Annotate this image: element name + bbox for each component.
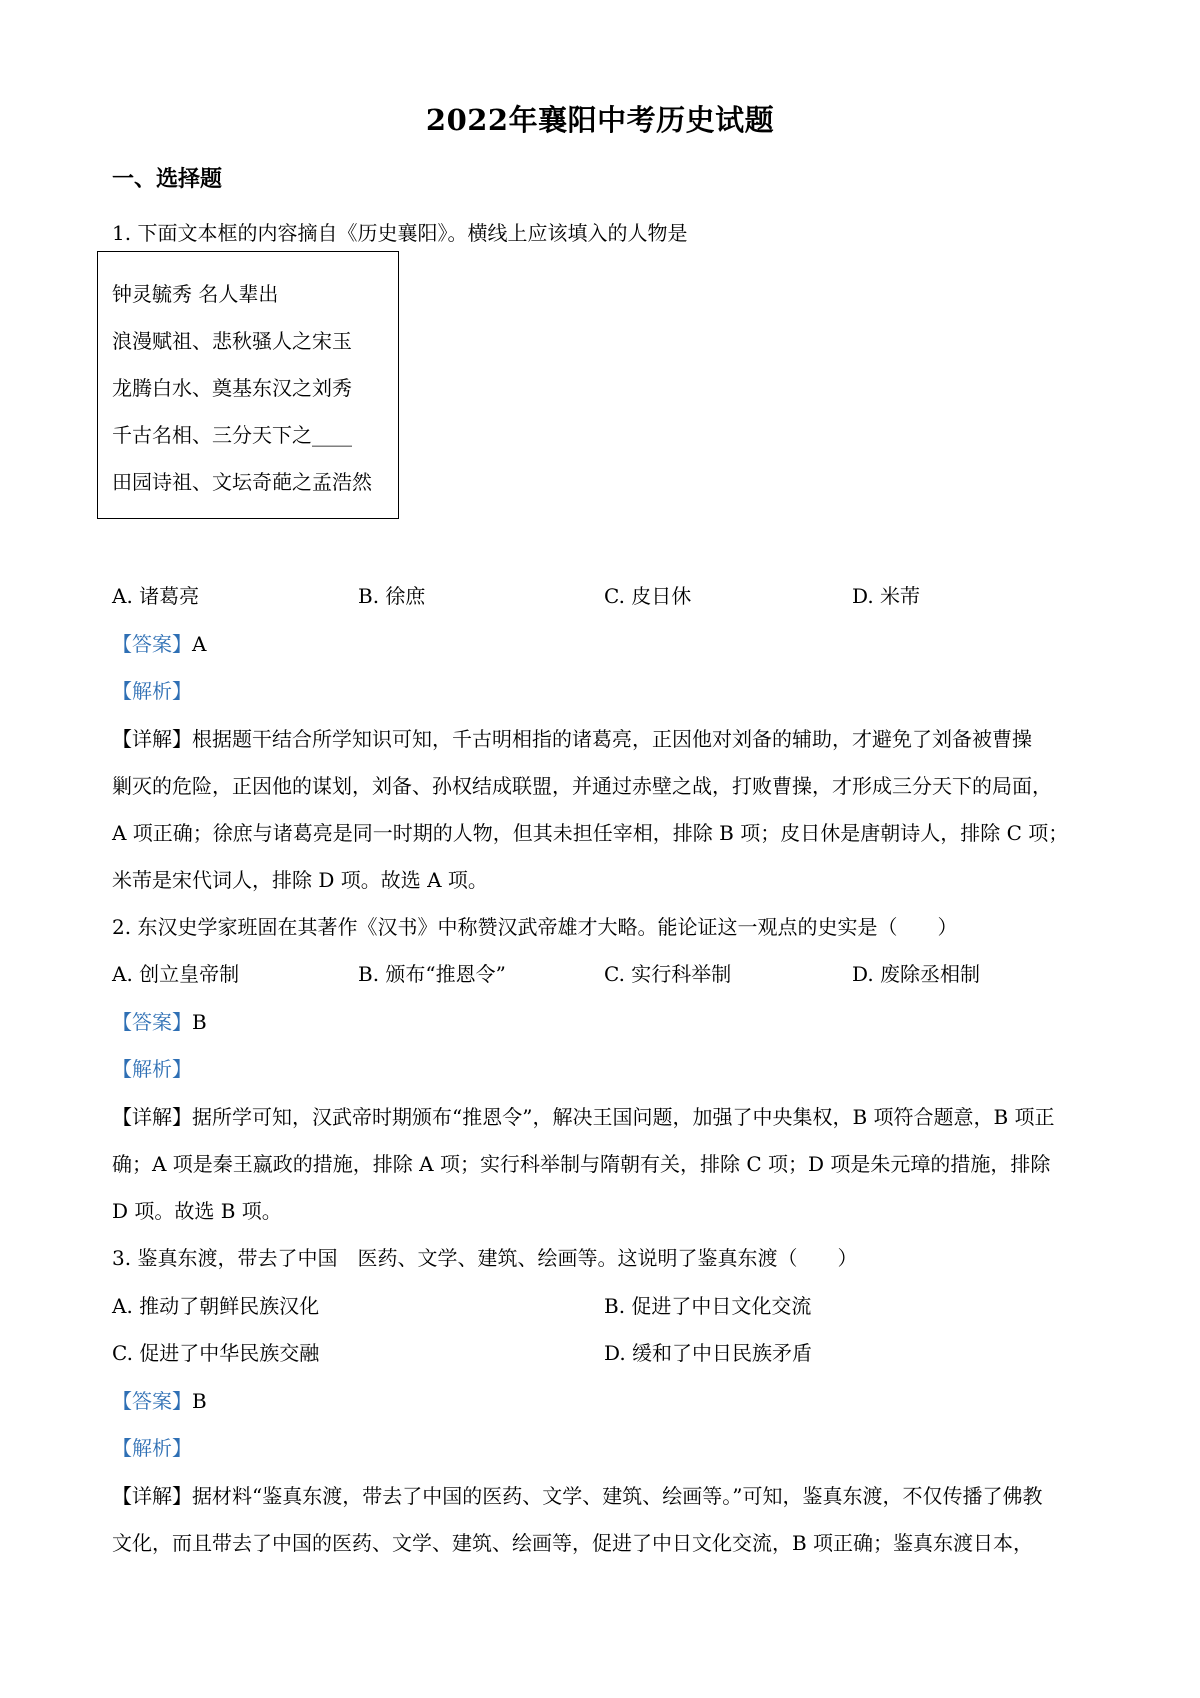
answer-label: 【答案】 [112,632,192,656]
q3-option-d: D. 缓和了中日民族矛盾 [604,1341,813,1365]
q2-answer [112,1006,207,1035]
q2-detail-line: 【详解】据所学可知，汉武帝时期颁布“推恩令”，解决王国问题，加强了中央集权，B 项符合题意，B 项正 [112,1105,1055,1129]
q3-answer [112,1385,207,1414]
q3-analysis-label: 【解析】 [112,1436,192,1460]
q1-answer [112,628,206,657]
q2-option-c: C. 实行科举制 [604,962,732,986]
q2-option-a: A. 创立皇帝制 [112,962,240,986]
text-box-line: 龙腾白水、奠基东汉之刘秀 [112,376,352,400]
question-3-stem: 3. 鉴真东渡，带去了中国 医药、文学、建筑、绘画等。这说明了鉴真东渡（ ） [112,1246,858,1270]
q3-detail-line: 文化，而且带去了中国的医药、文学、建筑、绘画等，促进了中日文化交流，B 项正确；鉴真东渡日本， [112,1531,1034,1555]
q1-detail-line: 【详解】根据题干结合所学知识可知，千古明相指的诸葛亮，正因他对刘备的辅助，才避免了刘备被曹操 [112,727,1032,751]
q2-option-d: D. 废除丞相制 [852,962,981,986]
page-title: 2022年襄阳中考历史试题 [425,103,775,137]
q1-option-b: B. 徐庶 [358,584,426,608]
q1-analysis-label: 【解析】 [112,679,192,703]
question-2-stem: 2. 东汉史学家班固在其著作《汉书》中称赞汉武帝雄才大略。能论证这一观点的史实是（ ） [112,915,958,939]
q1-option-d: D. 米芾 [852,584,921,608]
q2-detail-line: 确；A 项是秦王嬴政的措施，排除 A 项；实行科举制与隋朝有关，排除 C 项；D 项是朱元璋的措施，排除 [112,1152,1051,1176]
section-heading: 一、选择题 [112,166,223,192]
q2-option-b: B. 颁布“推恩令” [358,962,506,986]
answer-value: B [192,1010,207,1034]
question-1-stem: 1. 下面文本框的内容摘自《历史襄阳》。横线上应该填入的人物是 [112,221,688,245]
answer-value: A [192,632,207,656]
q3-detail-line: 【详解】据材料“鉴真东渡，带去了中国的医药、文学、建筑、绘画等。”可知，鉴真东渡，不仅传播了佛教 [112,1484,1043,1508]
answer-label: 【答案】 [112,1010,192,1034]
text-box-line: 浪漫赋祖、悲秋骚人之宋玉 [112,329,352,353]
answer-label: 【答案】 [112,1389,192,1413]
q1-detail-line: A 项正确；徐庶与诸葛亮是同一时期的人物，但其未担任宰相，排除 B 项；皮日休是唐朝诗人，排除 C 项； [112,821,1069,845]
q1-option-a: A. 诸葛亮 [112,584,200,608]
q1-detail-line: 米芾是宋代词人，排除 D 项。故选 A 项。 [112,868,488,892]
text-box-line: 钟灵毓秀 名人辈出 [112,282,279,306]
text-box-line: 千古名相、三分天下之____ [112,423,352,447]
q2-analysis-label: 【解析】 [112,1057,192,1081]
q1-option-c: C. 皮日休 [604,584,692,608]
q2-detail-line: D 项。故选 B 项。 [112,1199,282,1223]
q1-detail-line: 剿灭的危险，正因他的谋划，刘备、孙权结成联盟，并通过赤壁之战，打败曹操，才形成三分天下的局面， [112,774,1052,798]
q3-option-b: B. 促进了中日文化交流 [604,1294,812,1318]
answer-value: B [192,1389,207,1413]
text-box-line: 田园诗祖、文坛奇葩之孟浩然 [112,470,372,494]
question-1-text-box [97,251,399,519]
q3-option-c: C. 促进了中华民族交融 [112,1341,320,1365]
q3-option-a: A. 推动了朝鲜民族汉化 [112,1294,320,1318]
